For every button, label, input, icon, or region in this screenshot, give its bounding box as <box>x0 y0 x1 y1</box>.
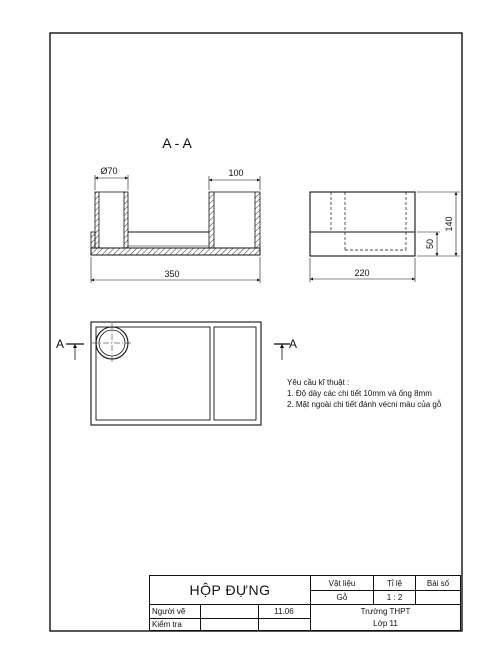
date-value: 11.06 <box>274 607 294 616</box>
section-label: A - A <box>162 135 192 151</box>
checked-by-label: Kiểm tra <box>152 620 182 629</box>
side-view <box>310 192 460 282</box>
base-slab <box>91 248 260 255</box>
side-outline <box>310 192 415 256</box>
notes-item-1: 1. Độ dày các chi tiết 10mm và ống 8mm <box>287 389 432 398</box>
scale-label: Tỉ lệ <box>386 578 403 588</box>
notes-heading: Yêu cầu kĩ thuật : <box>287 378 350 387</box>
school-label: Trường THPT <box>360 607 411 616</box>
right-compartment <box>214 327 256 420</box>
title-block <box>149 575 461 631</box>
lesson-label: Bài số <box>426 578 450 588</box>
tube-wall-left <box>95 192 99 248</box>
cut-mark-right-label: A <box>289 337 298 351</box>
top-outline <box>91 322 261 425</box>
section-view <box>91 166 260 283</box>
dim-top-right-width: 100 <box>228 168 244 178</box>
top-view <box>56 322 297 425</box>
scale-value: 1 : 2 <box>386 593 403 602</box>
technical-notes <box>287 377 441 410</box>
drawn-by-label: Người vẽ <box>152 607 186 616</box>
dim-diameter: Ø70 <box>100 166 118 176</box>
dim-height: 140 <box>444 216 454 232</box>
material-label: Vật liệu <box>328 578 356 588</box>
divider-wall <box>209 192 214 248</box>
dim-length: 350 <box>164 269 180 279</box>
drawing-title: HỘP ĐỰNG <box>189 581 271 598</box>
notes-item-2: 2. Mặt ngoài chi tiết đánh vécni màu của gỗ <box>287 400 442 409</box>
cut-mark-left-label: A <box>56 337 65 351</box>
class-label: Lớp 11 <box>373 618 398 628</box>
dim-base-height: 50 <box>425 238 435 250</box>
left-compartment <box>96 327 210 420</box>
tube-wall-right <box>124 192 128 248</box>
left-wall <box>91 232 95 248</box>
material-value: Gỗ <box>336 593 348 602</box>
dim-width: 220 <box>354 268 370 278</box>
right-wall <box>255 192 260 248</box>
